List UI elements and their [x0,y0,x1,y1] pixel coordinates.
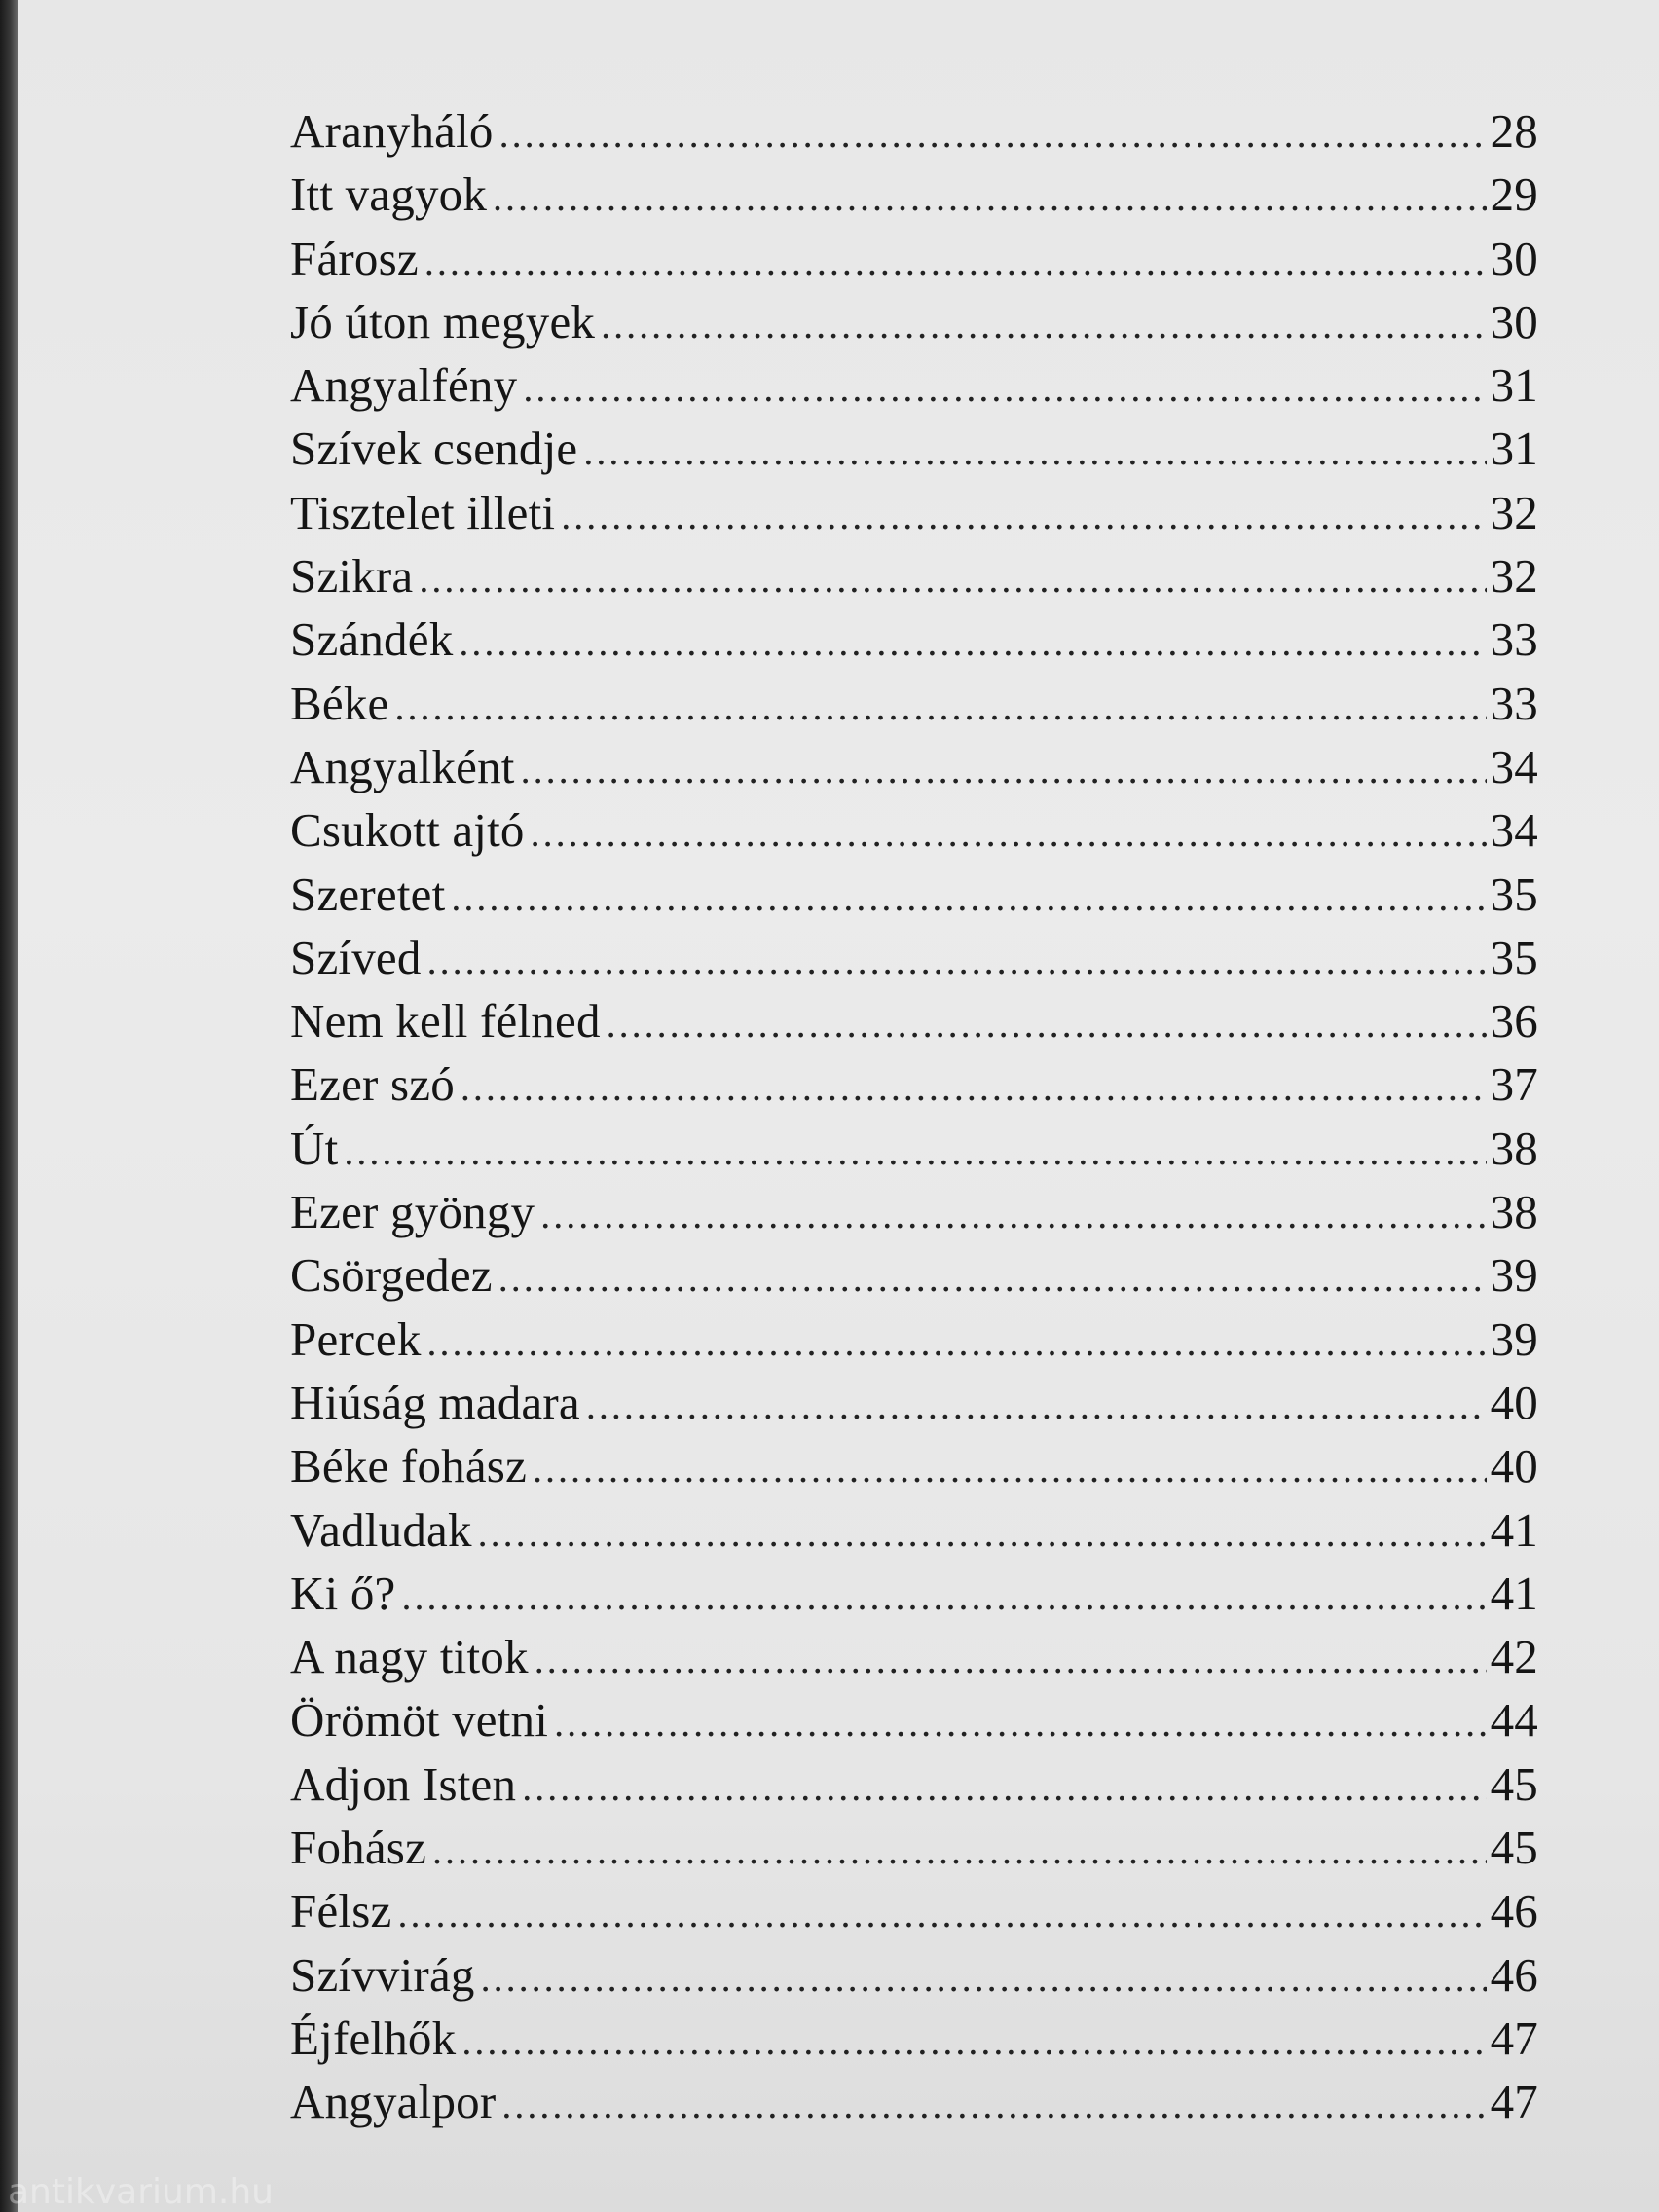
dot-leader [427,938,1487,983]
dot-leader [554,1700,1487,1746]
toc-entry-page-number: 41 [1490,1566,1538,1620]
dot-leader [419,556,1486,602]
toc-entry-title: Szíved [290,930,422,984]
toc-entry-page-number: 47 [1490,2010,1538,2065]
toc-entry-title: Vadludak [290,1502,472,1557]
toc-entry [290,1756,1538,1820]
toc-entry [290,1311,1538,1375]
toc-entry-title: Ezer szó [290,1057,455,1112]
table-of-contents [290,103,1538,2138]
toc-entry-title: Angyalpor [290,2075,497,2129]
dot-leader [424,239,1487,284]
toc-entry-page-number: 36 [1490,994,1538,1049]
toc-entry [290,103,1538,166]
toc-entry-page-number: 39 [1490,1311,1538,1366]
toc-entry [290,930,1538,993]
toc-entry-title: Félsz [290,1884,392,1938]
dot-leader [493,174,1487,220]
toc-entry [290,1629,1538,1692]
toc-entry-page-number: 34 [1490,739,1538,793]
dot-leader [607,1001,1487,1047]
toc-entry [290,421,1538,484]
dot-leader [397,1891,1486,1936]
toc-entry-title: Itt vagyok [290,167,488,222]
toc-entry [290,2074,1538,2137]
toc-entry-page-number: 34 [1490,803,1538,858]
toc-entry-page-number: 35 [1490,930,1538,984]
toc-entry [290,1566,1538,1629]
toc-entry [290,1056,1538,1120]
toc-entry-title: Béke [290,676,389,730]
toc-entry [290,866,1538,930]
toc-entry-title: Csukott ajtó [290,803,525,858]
toc-entry-title: Fohász [290,1821,427,1875]
toc-entry-title: Nem kell félned [290,994,601,1049]
dot-leader [478,1510,1487,1556]
toc-entry-title: Szikra [290,549,414,604]
toc-entry [290,1947,1538,2010]
toc-entry [290,357,1538,421]
toc-entry-page-number: 37 [1490,1057,1538,1112]
toc-entry-title: Szeretet [290,866,446,921]
toc-entry [290,294,1538,357]
toc-entry-title: Ki ő? [290,1566,396,1620]
toc-entry-title: Szándék [290,612,454,667]
watermark: antikvarium.hu [8,2173,274,2212]
toc-entry [290,1438,1538,1501]
dot-leader [531,810,1487,856]
toc-entry [290,611,1538,675]
dot-leader [540,1192,1486,1237]
toc-entry [290,1692,1538,1755]
toc-entry-page-number: 33 [1490,676,1538,730]
toc-entry-title: Szívvirág [290,1947,475,2002]
toc-entry-title: Adjon Isten [290,1756,517,1811]
dot-leader [427,1319,1487,1365]
dot-leader [535,1637,1487,1682]
toc-entry-page-number: 45 [1490,1821,1538,1875]
dot-leader [402,1573,1487,1619]
dot-leader [499,111,1487,157]
toc-entry-page-number: 39 [1490,1248,1538,1303]
toc-entry-title: Örömöt vetni [290,1693,549,1748]
toc-entry [290,802,1538,866]
dot-leader [461,1064,1487,1110]
dot-leader [451,874,1486,920]
dot-leader [586,1382,1487,1428]
toc-entry-page-number: 29 [1490,167,1538,222]
toc-entry-page-number: 28 [1490,104,1538,158]
toc-entry-page-number: 45 [1490,1756,1538,1811]
toc-entry [290,1502,1538,1566]
book-page [18,0,1659,2212]
toc-entry-title: Csörgedez [290,1248,493,1303]
toc-entry-title: Percek [290,1311,422,1366]
toc-entry-page-number: 31 [1490,358,1538,413]
toc-entry-page-number: 31 [1490,422,1538,476]
toc-entry-page-number: 32 [1490,549,1538,604]
dot-leader [498,1255,1487,1301]
toc-entry-title: Szívek csendje [290,422,578,476]
toc-entry [290,1820,1538,1883]
toc-entry-page-number: 30 [1490,294,1538,349]
toc-entry [290,1184,1538,1247]
toc-entry-page-number: 40 [1490,1375,1538,1429]
toc-entry-page-number: 38 [1490,1121,1538,1175]
toc-entry-title: Út [290,1121,339,1175]
toc-entry-page-number: 35 [1490,866,1538,921]
toc-entry-title: Tisztelet illeti [290,485,556,539]
toc-entry-page-number: 46 [1490,1884,1538,1938]
dot-leader [583,428,1486,474]
toc-entry [290,1247,1538,1310]
toc-entry-page-number: 41 [1490,1502,1538,1557]
dot-leader [561,493,1486,538]
toc-entry-title: Jó úton megyek [290,294,596,349]
dot-leader [344,1128,1486,1174]
dot-leader [521,747,1487,793]
toc-entry [290,1375,1538,1438]
dot-leader [432,1827,1487,1873]
toc-entry [290,548,1538,611]
toc-entry-page-number: 44 [1490,1693,1538,1748]
toc-entry-page-number: 38 [1490,1185,1538,1239]
toc-entry-page-number: 46 [1490,1947,1538,2002]
book-spine [0,0,18,2212]
toc-entry [290,739,1538,802]
toc-entry-page-number: 47 [1490,2075,1538,2129]
dot-leader [459,619,1486,665]
toc-entry-page-number: 32 [1490,485,1538,539]
toc-entry-page-number: 42 [1490,1630,1538,1684]
toc-entry-title: Béke fohász [290,1439,528,1493]
toc-entry-title: Éjfelhők [290,2010,457,2065]
toc-entry [290,231,1538,294]
dot-leader [522,1764,1486,1810]
toc-entry [290,2010,1538,2074]
toc-entry [290,485,1538,548]
dot-leader [481,1955,1487,2001]
toc-entry-title: A nagy titok [290,1630,529,1684]
toc-entry [290,1883,1538,1946]
toc-entry-page-number: 33 [1490,612,1538,667]
toc-entry-title: Angyalfény [290,358,518,413]
toc-entry [290,676,1538,739]
dot-leader [533,1446,1487,1492]
toc-entry [290,993,1538,1056]
dot-leader [523,365,1486,411]
dot-leader [461,2018,1486,2064]
toc-entry [290,1121,1538,1184]
toc-entry-title: Angyalként [290,739,515,793]
dot-leader [394,683,1486,729]
dot-leader [501,2082,1486,2127]
toc-entry-page-number: 30 [1490,231,1538,285]
toc-entry-title: Fárosz [290,231,419,285]
toc-entry-title: Ezer gyöngy [290,1185,535,1239]
toc-entry [290,166,1538,230]
toc-entry-title: Aranyháló [290,104,494,158]
toc-entry-title: Hiúság madara [290,1375,580,1429]
toc-entry-page-number: 40 [1490,1439,1538,1493]
dot-leader [601,302,1487,348]
